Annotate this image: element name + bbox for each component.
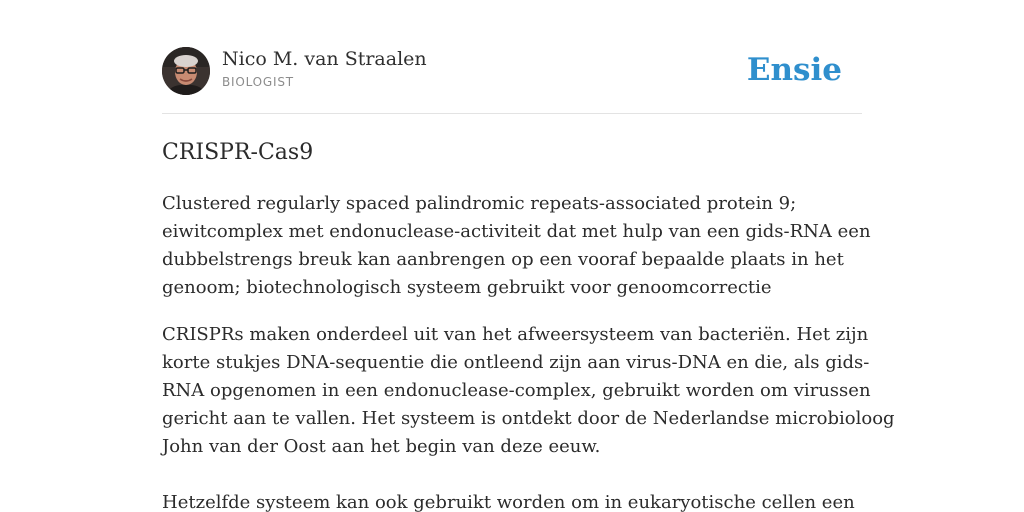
entry-explanation: [162, 321, 895, 461]
continuation-line: Hetzelfde systeem kan ook gebruikt worden om in eukaryotische cellen een: [162, 492, 855, 512]
definition-line: Clustered regularly spaced palindromic repeats-associated protein 9;: [162, 193, 797, 214]
definition-line: dubbelstrengs breuk kan aanbrengen op een vooraf bepaalde plaats in het: [162, 249, 844, 270]
explanation-line: gericht aan te vallen. Het systeem is ontdekt door de Nederlandse microbioloog: [162, 408, 895, 429]
entry-title: CRISPR-Cas9: [162, 140, 314, 165]
entry-definition: [162, 190, 871, 302]
explanation-line: CRISPRs maken onderdeel uit van het afweersysteem van bacteriën. Het zijn: [162, 324, 869, 345]
explanation-line: RNA opgenomen in een endonuclease-complex, gebruikt worden om virussen: [162, 380, 871, 401]
author-header: [162, 46, 862, 96]
definition-line: eiwitcomplex met endonuclease-activiteit dat met hulp van een gids-RNA een: [162, 221, 871, 242]
author-role: BIOLOGIST: [222, 75, 294, 89]
header-divider: [162, 113, 862, 114]
explanation-line: korte stukjes DNA-sequentie die ontleend zijn aan virus-DNA en die, als gids-: [162, 352, 870, 373]
entry-continuation: [162, 489, 862, 512]
ensie-logo[interactable]: Ensie: [746, 52, 842, 88]
avatar-photo: [162, 47, 210, 95]
definition-line: genoom; biotechnologisch systeem gebruikt voor genoomcorrectie: [162, 277, 772, 298]
author-avatar[interactable]: [162, 47, 210, 95]
author-name[interactable]: Nico M. van Straalen: [222, 48, 427, 70]
explanation-line: John van der Oost aan het begin van deze eeuw.: [162, 436, 601, 457]
